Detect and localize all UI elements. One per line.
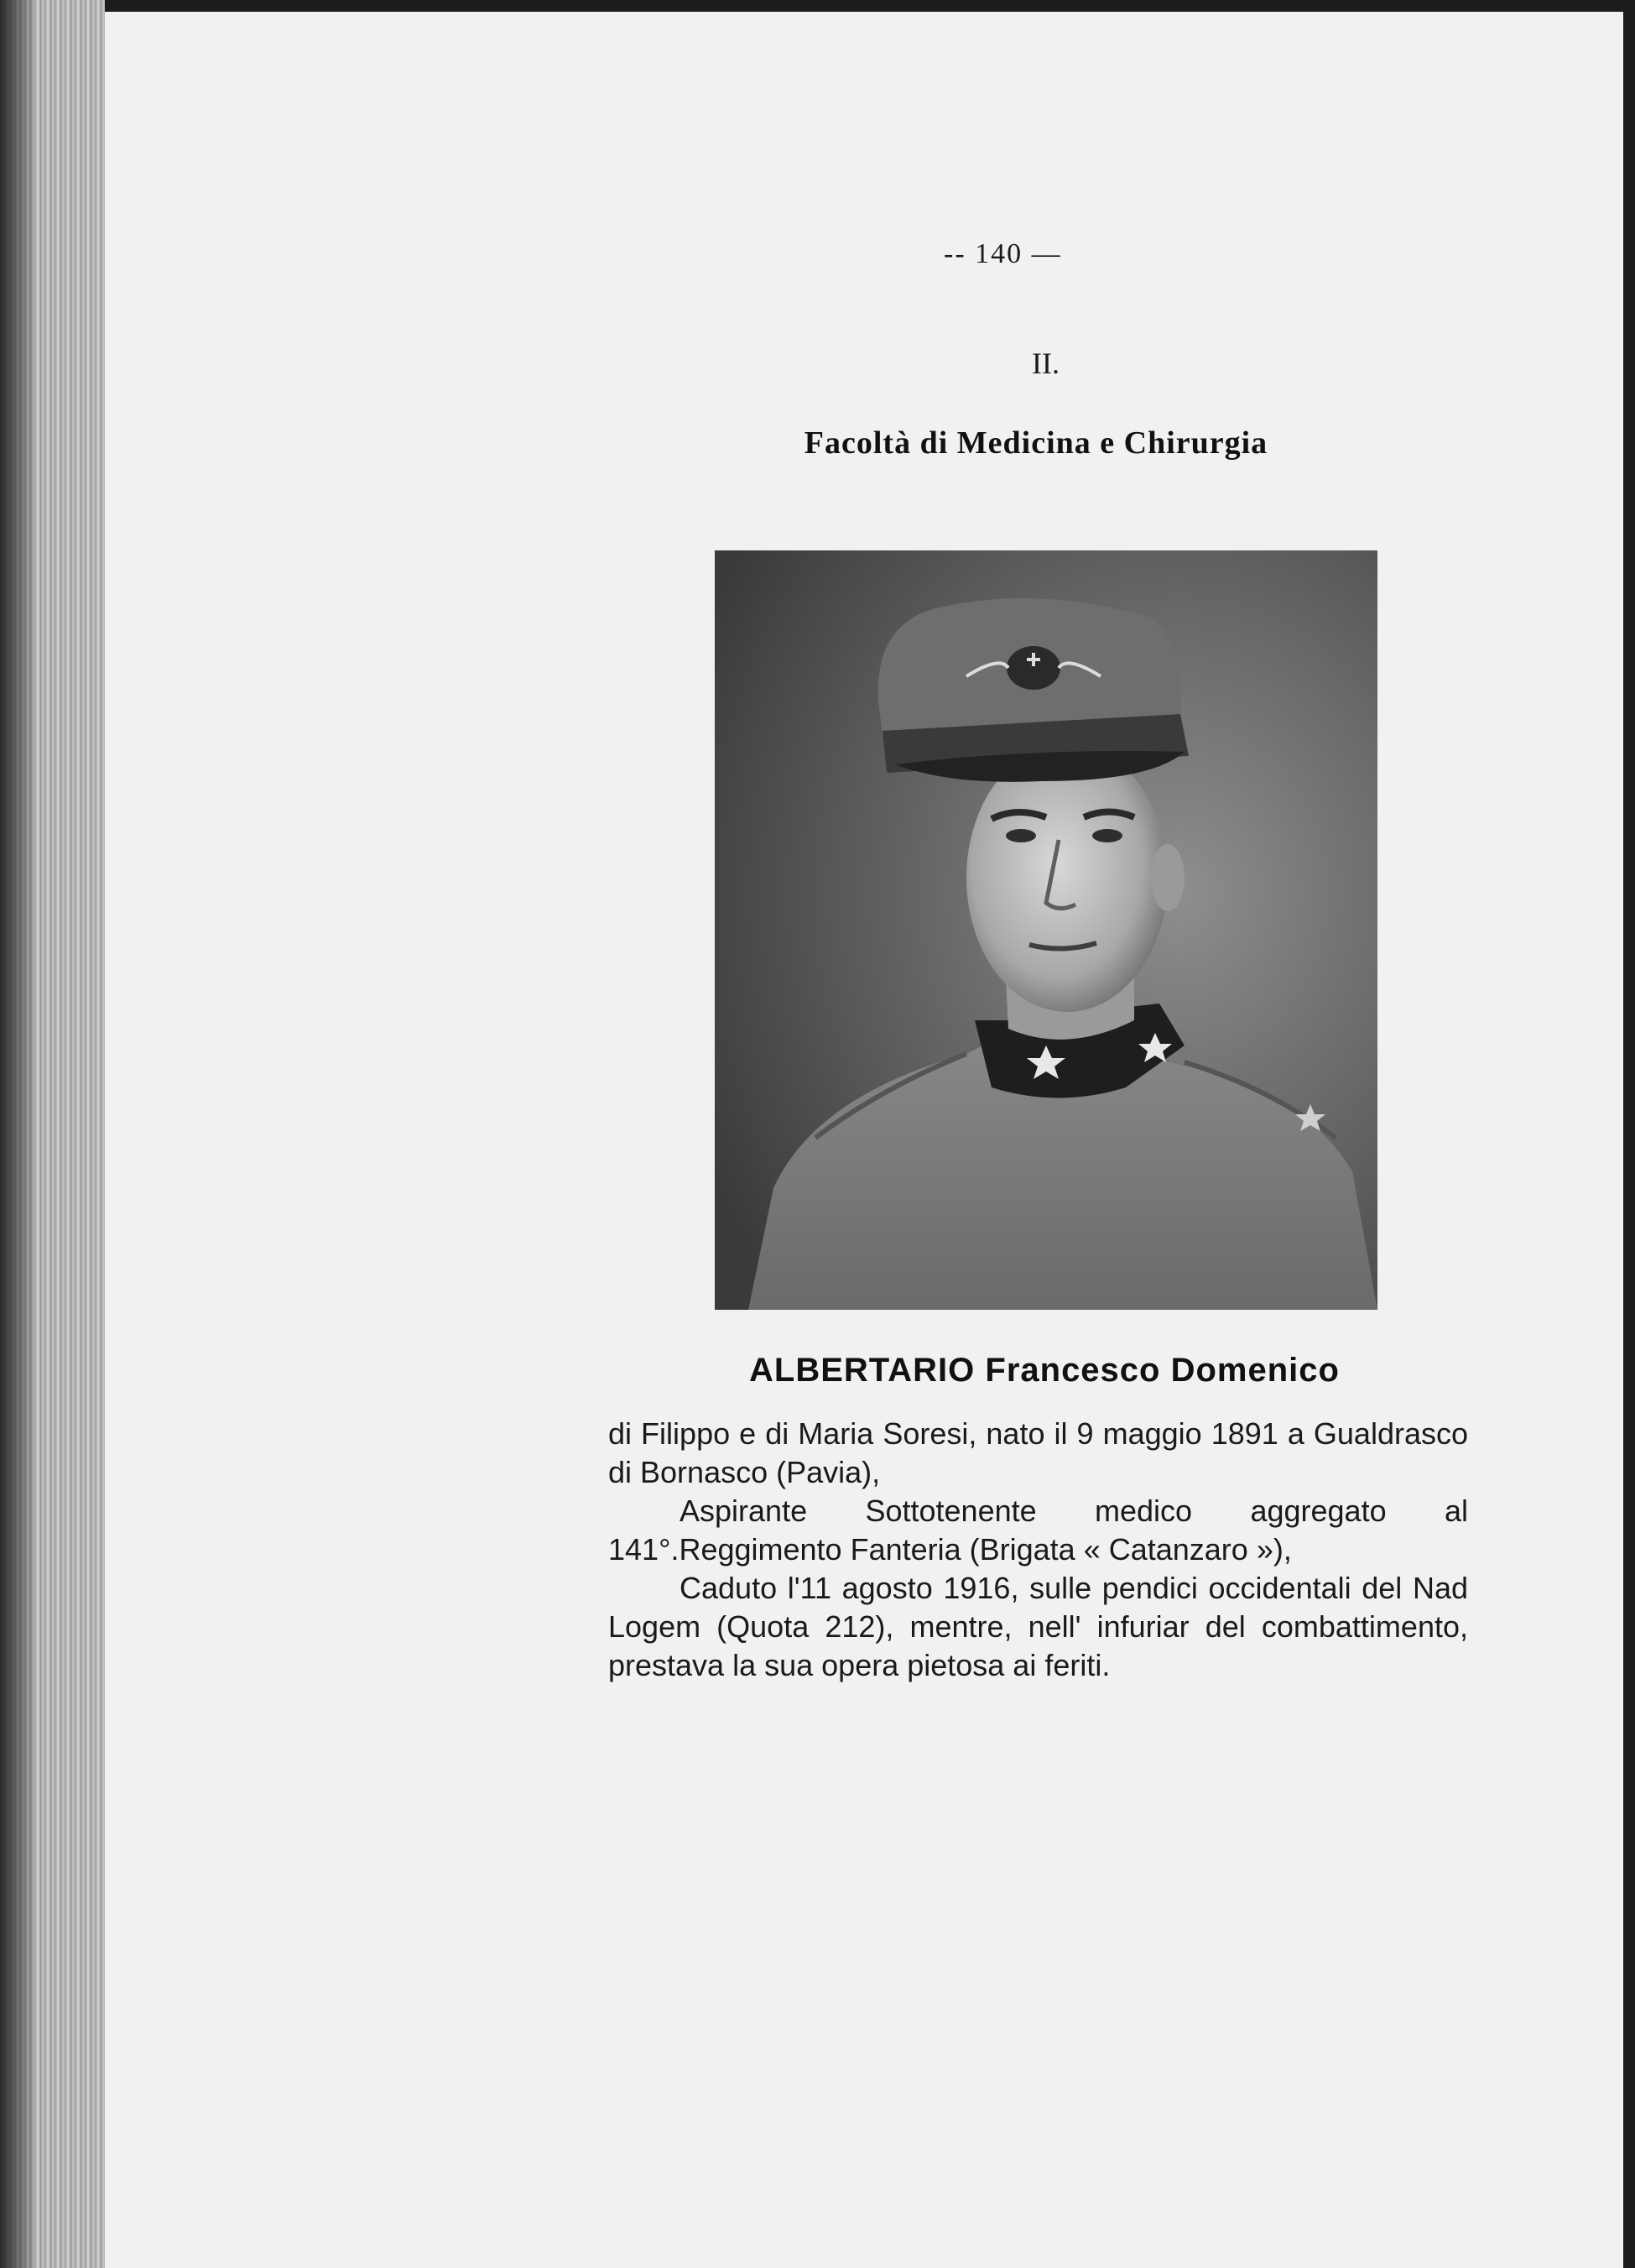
book-page xyxy=(105,12,1623,2268)
portrait-photo xyxy=(715,550,1377,1310)
page-number: -- 140 — xyxy=(944,238,1062,269)
bio-paragraph-birth: di Filippo e di Maria Soresi, nato il 9 maggio 1891 a Gualdrasco di Bornasco (Pavia), xyxy=(608,1416,1468,1489)
bio-paragraph-death: Caduto l'11 agosto 1916, sulle pendici occidentali del Nad Logem (Quota 212), mentre, nell' infuriar del combattimento, prestava la sua opera pietosa ai feriti. xyxy=(608,1571,1468,1682)
bio-paragraph-rank: Aspirante Sottotenente medico aggregato al 141°.Reggimento Fanteria (Brigata « Catanzaro »), xyxy=(608,1494,1468,1567)
entry-name-heading: ALBERTARIO Francesco Domenico xyxy=(749,1352,1340,1389)
portrait-photo-graphic xyxy=(715,550,1377,1310)
entry-biography xyxy=(608,1415,1468,1685)
faculty-title: Facoltà di Medicina e Chirurgia xyxy=(804,425,1268,461)
book-edge-shadow xyxy=(0,0,34,2268)
section-numeral: II. xyxy=(1032,347,1060,380)
